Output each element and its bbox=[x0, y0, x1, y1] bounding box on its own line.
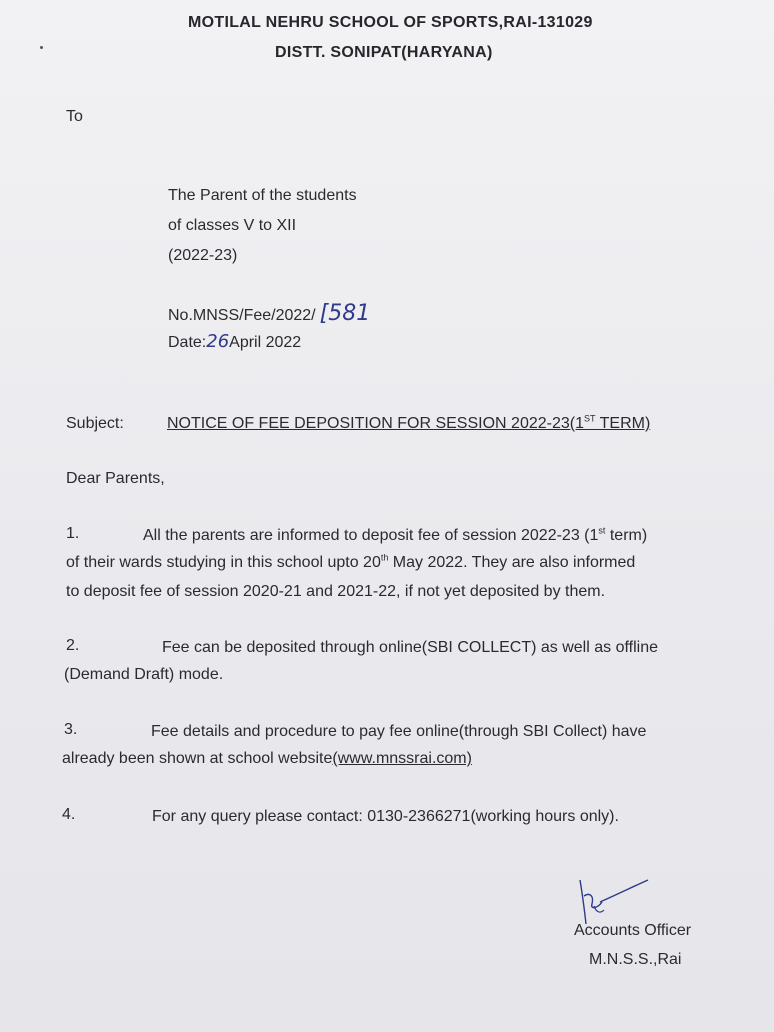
reference-date bbox=[168, 331, 301, 352]
point-4-number: 4. bbox=[62, 806, 76, 823]
signatory-organization: M.N.S.S.,Rai bbox=[589, 951, 682, 968]
subject-label: Subject: bbox=[66, 415, 124, 432]
school-website-link[interactable]: (www.mnssrai.com) bbox=[332, 750, 472, 767]
salutation: Dear Parents, bbox=[66, 470, 165, 487]
reference-number bbox=[168, 301, 370, 326]
point-1-line-2 bbox=[66, 554, 635, 572]
school-district: DISTT. SONIPAT(HARYANA) bbox=[275, 44, 493, 61]
point-3-number: 3. bbox=[64, 721, 78, 738]
point-3-line-1: Fee details and procedure to pay fee online(through SBI Collect) have bbox=[151, 723, 647, 740]
point-1-line-2-end: May 2022. They are also informed bbox=[388, 554, 636, 571]
date-suffix: April 2022 bbox=[229, 334, 302, 351]
address-line-1: The Parent of the students bbox=[168, 187, 357, 204]
point-3-line-2 bbox=[62, 750, 472, 768]
point-1-line-1-end: term) bbox=[605, 527, 648, 544]
point-1-sup-2: th bbox=[380, 552, 389, 563]
subject-text bbox=[167, 415, 650, 433]
reference-number-prefix: No.MNSS/Fee/2022/ bbox=[168, 307, 316, 324]
address-line-2: of classes V to XII bbox=[168, 217, 297, 234]
point-2-number: 2. bbox=[66, 637, 80, 654]
date-prefix: Date: bbox=[168, 334, 207, 351]
point-1-sup-1: st bbox=[598, 525, 606, 536]
reference-number-handwritten: [581 bbox=[319, 301, 371, 326]
date-handwritten-day: 26 bbox=[206, 331, 230, 352]
point-1-number: 1. bbox=[66, 525, 80, 542]
paper-speck bbox=[40, 46, 43, 49]
point-3-line-2-text: already been shown at school website bbox=[62, 750, 333, 767]
point-1-line-1-text: All the parents are informed to deposit fee of session 2022-23 (1 bbox=[143, 527, 599, 544]
point-1-line-3: to deposit fee of session 2020-21 and 2021-22, if not yet deposited by them. bbox=[66, 583, 606, 600]
subject-text-main: NOTICE OF FEE DEPOSITION FOR SESSION 2022-23(1 bbox=[167, 415, 584, 432]
point-1-line-2-text: of their wards studying in this school upto 20 bbox=[66, 554, 381, 571]
to-label: To bbox=[66, 108, 83, 125]
point-4-line-1: For any query please contact: 0130-2366271(working hours only). bbox=[152, 808, 619, 825]
point-1-line-1 bbox=[143, 527, 647, 545]
signatory-title: Accounts Officer bbox=[574, 922, 692, 939]
point-2-line-2: (Demand Draft) mode. bbox=[64, 666, 224, 683]
point-2-line-1: Fee can be deposited through online(SBI COLLECT) as well as offline bbox=[162, 639, 658, 656]
subject-text-end: TERM) bbox=[595, 415, 651, 432]
school-name: MOTILAL NEHRU SCHOOL OF SPORTS,RAI-131029 bbox=[188, 14, 593, 31]
subject-superscript: ST bbox=[583, 413, 596, 424]
address-line-3: (2022-23) bbox=[168, 247, 238, 264]
